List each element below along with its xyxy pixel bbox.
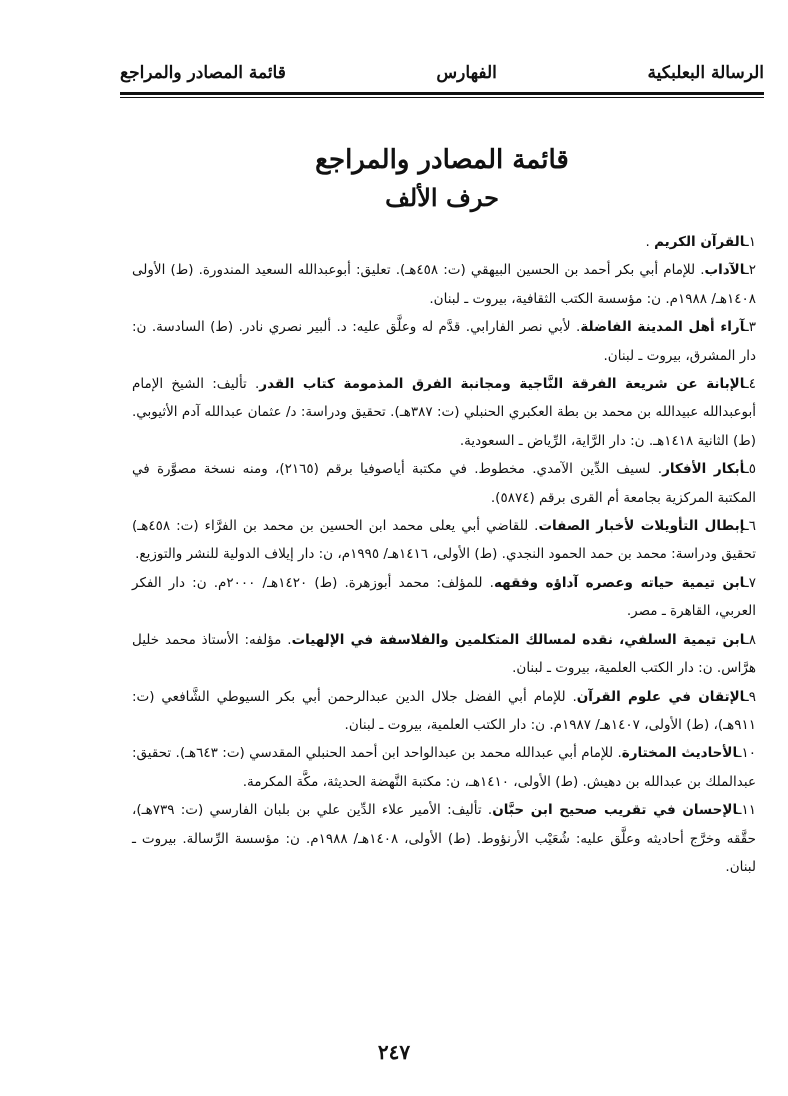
page-number: ٢٤٧ (377, 1040, 411, 1064)
entry-number: ٦ـ (744, 518, 756, 535)
entry-title: الآداب (704, 262, 745, 279)
reference-entry (132, 626, 756, 683)
entry-number: ١١ـ (737, 802, 756, 819)
reference-entry (132, 512, 756, 569)
reference-entry (132, 796, 756, 881)
reference-entry (132, 683, 756, 740)
reference-entry (132, 313, 756, 370)
entry-details: . مؤلفه: الأستاذ محمد خليل هرَّاس. ن: دار الكتب العلمية، بيروت ـ لبنان. (132, 631, 756, 677)
reference-entry (132, 455, 756, 512)
running-header (120, 56, 764, 90)
entry-title: الإبانة عن شريعة الفرقة النَّاجية ومجانبة الفرق المذمومة كتاب القدر (259, 376, 745, 393)
entry-title: الإتقان في علوم القرآن (576, 688, 745, 705)
entry-details: . لسيف الدِّين الآمدي. مخطوط. في مكتبة أياصوفيا برقم (٢١٦٥)، ومنه نسخة مصوَّرة في المكتبة المركزية بجامعة أم القرى برقم (٥٨٧٤). (132, 461, 756, 506)
entry-title: ابن تيمية حياته وعصره آداؤه وفقهه (493, 574, 745, 591)
entry-details: . لأبي نصر الفارابي. قدَّم له وعلَّق عليه: د. ألبير نصري نادر. (ط) السادسة. ن: دار المشرق، بيروت ـ لبنان. (132, 319, 756, 364)
header-rule-thin (120, 97, 764, 98)
entry-title: أبكار الأفكار (662, 461, 745, 478)
reference-entry (132, 256, 756, 313)
entry-title: آراء أهل المدينة الفاضلة (580, 319, 745, 336)
entry-details: . للقاضي أبي يعلى محمد ابن الحسين بن محمد بن الفرَّاء (ت: ٤٥٨هـ) تحقيق ودراسة: محمد بن حمد الحمود النجدي. (ط) الأولى، ١٤١٦هـ/ ١٩٩٥م، ن: دار إيلاف الدولية للنشر والتوزيع. (132, 518, 756, 563)
header-chapter: قائمة المصادر والمراجع (120, 63, 286, 83)
entry-details: . تأليف: الشيخ الإمام أبوعبدالله عبيدالله بن محمد بن بطة العكبري الحنبلي (ت: ٣٨٧هـ). تحقيق ودراسة: د/ عثمان عبدالله آدم الأثيوبي. (ط) الثانية ١٤١٨هـ. ن: دار الرَّاية، الرِّياض ـ السعودية. (132, 376, 756, 449)
entry-number: ٥ـ (744, 461, 756, 478)
entry-title: ابن تيمية السلفي، نقده لمسالك المتكلمين والفلاسفة في الإلهيات (291, 631, 745, 648)
page-title: قائمة المصادر والمراجع (315, 145, 569, 175)
entry-number: ٢ـ (744, 262, 756, 279)
entry-title: الأحاديث المختارة (621, 745, 738, 762)
entry-details: . (645, 234, 655, 250)
entry-number: ١٠ـ (737, 745, 757, 762)
entry-number: ٨ـ (744, 631, 756, 648)
entry-number: ٩ـ (744, 688, 756, 705)
references-list (132, 228, 756, 881)
entry-details: . للإمام أبي الفضل جلال الدين عبدالرحمن أبي بكر السيوطي الشَّافعي (ت: ٩١١هـ)، (ط) الأولى، ١٤٠٧هـ/ ١٩٨٧م. ن: دار الكتب العلمية، بيروت ـ لبنان. (132, 688, 756, 733)
entry-details: . للمؤلف: محمد أبوزهرة. (ط) ١٤٢٠هـ/ ٢٠٠٠م. ن: دار الفكر العربي، القاهرة ـ مصر. (132, 574, 756, 620)
entry-details: . تأليف: الأمير علاء الدِّين علي بن بلبان الفارسي (ت: ٧٣٩هـ)، حقَّقه وخرَّج أحاديثه وعلَّق عليه: شُعَيْب الأرنؤوط. (ط) الأولى، ١٤٠٨هـ/ ١٩٨٨م. ن: مؤسسة الرِّسالة. بيروت ـ لبنان. (132, 802, 756, 875)
entry-details: . للإمام أبي بكر أحمد بن الحسين البيهقي (ت: ٤٥٨هـ). تعليق: أبوعبدالله السعيد المندورة. (ط) الأولى ١٤٠٨هـ/ ١٩٨٨م. ن: مؤسسة الكتب الثقافية، بيروت ـ لبنان. (132, 262, 756, 307)
entry-number: ٧ـ (744, 574, 756, 591)
header-section: الفهارس (436, 63, 497, 83)
reference-entry (132, 228, 756, 256)
entry-number: ١ـ (744, 234, 756, 250)
reference-entry (132, 569, 756, 626)
header-book-title: الرسالة البعلبكية (647, 63, 764, 83)
entry-number: ٤ـ (744, 376, 756, 393)
entry-number: ٣ـ (744, 319, 756, 336)
header-rule-thick (120, 92, 764, 95)
entry-title: القرآن الكريم (654, 234, 745, 250)
reference-entry (132, 370, 756, 455)
reference-entry (132, 739, 756, 796)
section-subtitle: حرف الألف (385, 183, 499, 212)
entry-title: إبطال التأويلات لأخبار الصفات (538, 518, 745, 535)
entry-details: . للإمام أبي عبدالله محمد بن عبدالواحد ابن أحمد الحنبلي المقدسي (ت: ٦٤٣هـ). تحقيق: عبدالملك بن عبدالله بن دهيش. (ط) الأولى، ١٤١٠هـ، ن: مكتبة النَّهضة الحديثة، مكَّة المكرمة. (132, 745, 756, 790)
entry-title: الإحسان في تقريب صحيح ابن حبَّان (492, 802, 738, 819)
